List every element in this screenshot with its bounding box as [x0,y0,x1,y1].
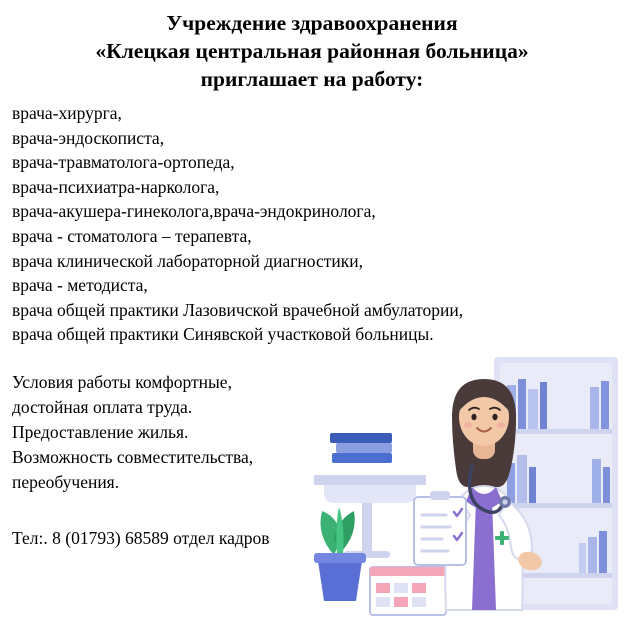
list-item: врача - стоматолога – терапевта, [12,225,252,246]
calendar-icon [370,567,446,615]
title-line-3: приглашает на работу: [200,67,424,91]
vacancy-list [0,101,624,347]
contact-phone: Тел:. 8 (01793) 68589 отдел кадров [12,527,270,548]
list-item: врача клинической лабораторной диагностики, [12,250,364,271]
list-item: Возможность совместительства, [12,446,254,467]
list-item: переобучения. [12,471,120,492]
list-item: достойная оплата труда. [12,396,193,417]
potted-plant-icon [314,507,366,601]
title-line-2: «Клецкая центральная районная больница» [95,39,529,63]
title-line-1: Учреждение здравоохранения [166,11,458,35]
list-item: врача - методиста, [12,275,148,296]
list-item: Предоставление жилья. [12,421,189,442]
list-item: врача-травматолога-ортопеда, [12,152,235,173]
list-item: врача общей практики Лазовичской врачебной амбулатории, [12,299,464,320]
conditions-list [0,370,624,495]
list-item: Условия работы комфортные, [12,371,232,392]
list-item: врача-психиатра-нарколога, [12,176,220,197]
page-title [0,0,624,93]
list-item: врача-акушера-гинеколога,врача-эндокринолога, [12,201,376,222]
list-item: врача-хирурга, [12,103,122,123]
list-item: врача-эндоскописта, [12,127,165,148]
list-item: врача общей практики Синявской участковой больницы. [12,324,434,345]
